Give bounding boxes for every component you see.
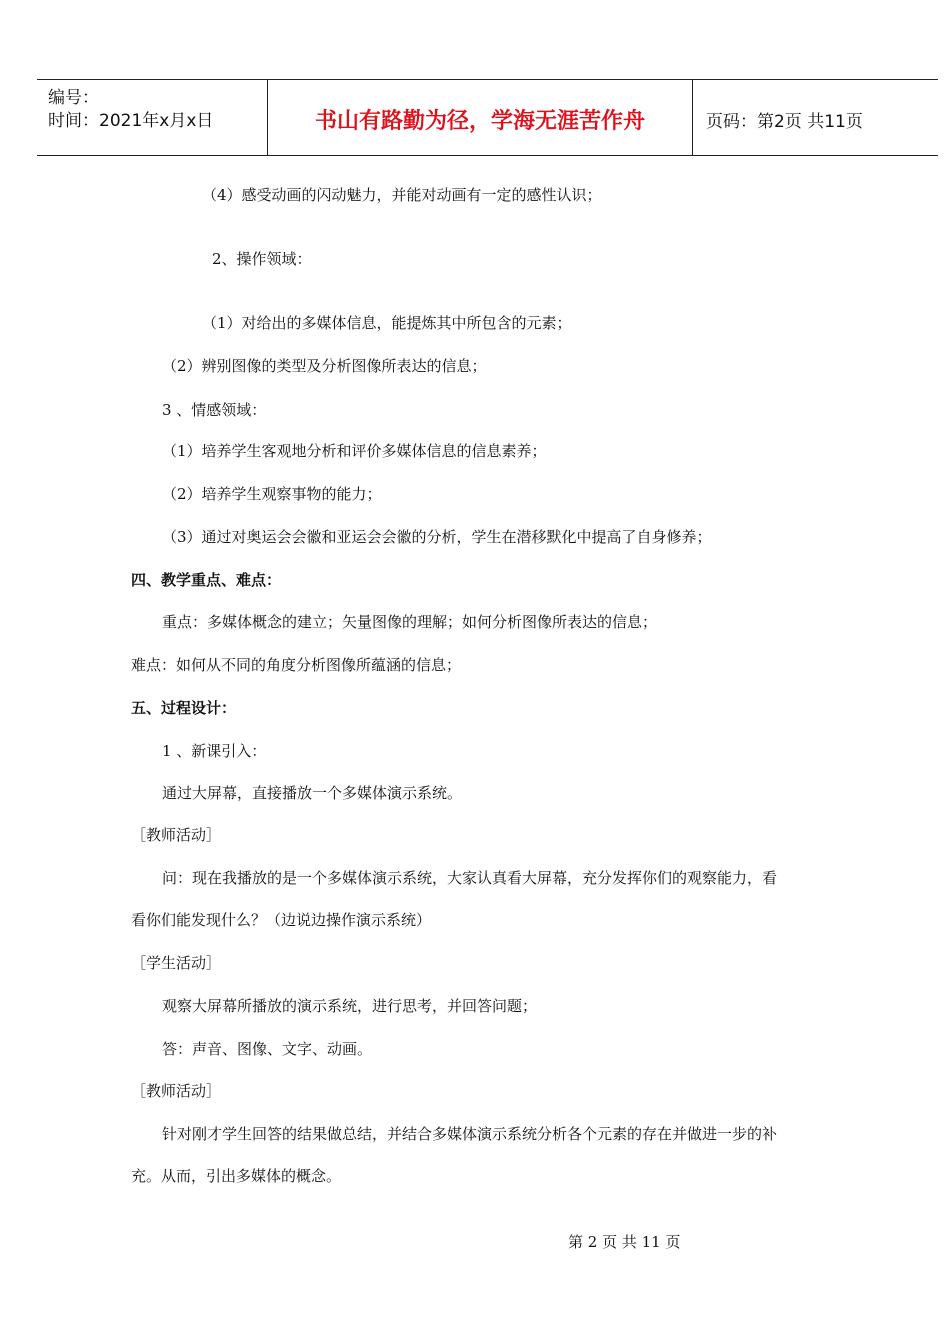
header-left-cell (37, 80, 267, 155)
body-line: 2、操作领域： (212, 250, 312, 268)
body-line: （4）感受动画的闪动魅力，并能对动画有一定的感性认识； (202, 186, 602, 204)
body-line: 问：现在我播放的是一个多媒体演示系统，大家认真看大屏幕，充分发挥你们的观察能力，看 (162, 869, 778, 887)
body-line: 3 、情感领域： (162, 401, 267, 419)
activity-label: ［教师活动］ (131, 826, 222, 844)
activity-label: ［教师活动］ (131, 1082, 222, 1100)
body-line: 充。从而，引出多媒体的概念。 (131, 1167, 342, 1185)
body-line: （1）对给出的多媒体信息，能提炼其中所包含的元素； (202, 314, 572, 332)
body-line: （2）辨别图像的类型及分析图像所表达的信息； (162, 357, 487, 375)
body-line: （1）培养学生客观地分析和评价多媒体信息的信息素养； (162, 442, 547, 460)
body-line: （3）通过对奥运会会徽和亚运会会徽的分析，学生在潜移默化中提高了自身修养； (162, 528, 712, 546)
body-line: 重点：多媒体概念的建立；矢量图像的理解；如何分析图像所表达的信息； (162, 613, 658, 631)
document-date-label: 时间：2021年x月x日 (48, 111, 214, 131)
body-line: 1 、新课引入： (162, 742, 267, 760)
header-page-number: 页码：第2页 共11页 (706, 112, 863, 132)
body-line: 通过大屏幕，直接播放一个多媒体演示系统。 (162, 784, 463, 802)
document-number-label: 编号： (48, 88, 99, 108)
header-motto-cell (267, 80, 693, 155)
section-heading: 四、教学重点、难点： (131, 571, 282, 589)
body-line: （2）培养学生观察事物的能力； (162, 485, 382, 503)
body-line: 针对刚才学生回答的结果做总结，并结合多媒体演示系统分析各个元素的存在并做进一步的补 (162, 1125, 778, 1143)
header-right-cell (693, 80, 938, 155)
activity-label: ［学生活动］ (131, 954, 222, 972)
body-line: 难点：如何从不同的角度分析图像所蕴涵的信息； (131, 656, 462, 674)
page-header (37, 79, 938, 156)
body-line: 观察大屏幕所播放的演示系统，进行思考，并回答问题； (162, 997, 538, 1015)
page-footer: 第 2 页 共 11 页 (568, 1233, 681, 1251)
body-line: 看你们能发现什么？（边说边操作演示系统） (131, 911, 432, 929)
section-heading: 五、过程设计： (131, 699, 237, 717)
body-line: 答：声音、图像、文字、动画。 (162, 1040, 373, 1058)
header-motto: 书山有路勤为径，学海无涯苦作舟 (314, 109, 645, 134)
